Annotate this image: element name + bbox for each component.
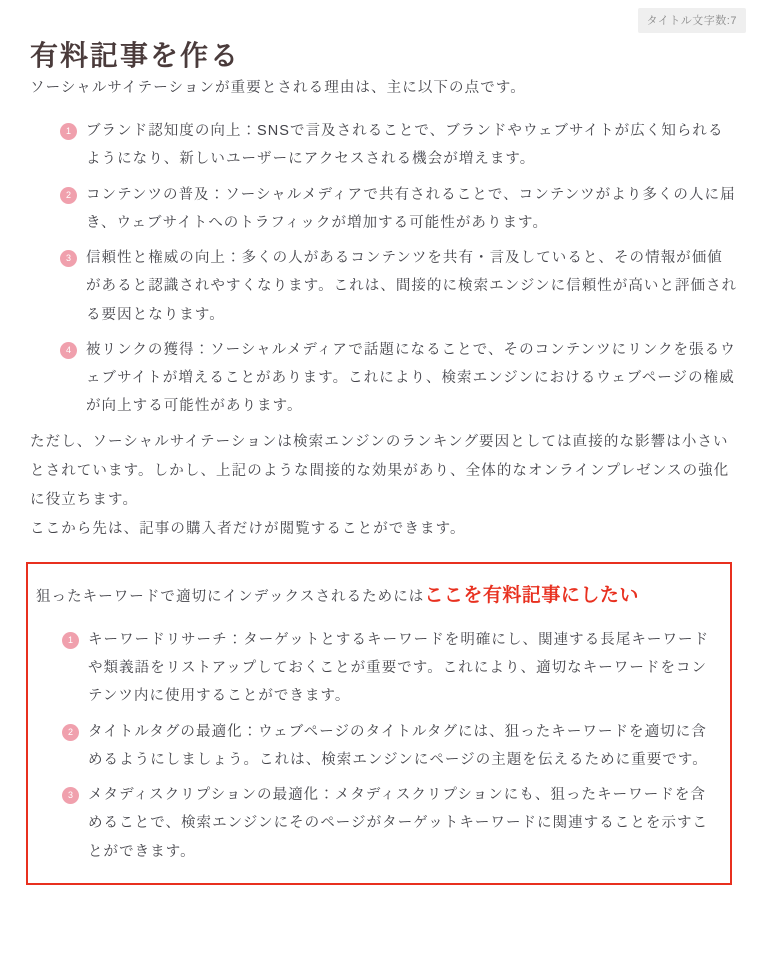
list-marker-3: 3: [60, 250, 77, 267]
list-item: [62, 718, 716, 775]
list-marker-4: 4: [60, 342, 77, 359]
list-item: [60, 336, 738, 421]
list-item-text: コンテンツの普及：ソーシャルメディアで共有されることで、コンテンツがより多くの人に届き、ウェブサイトへのトラフィックが増加する可能性があります。: [86, 186, 736, 231]
reasons-list: [30, 117, 738, 421]
paid-list-marker-2: 2: [62, 724, 79, 741]
title-char-count-row: [638, 8, 746, 33]
paid-list-marker-3: 3: [62, 787, 79, 804]
intro-paragraph: ソーシャルサイテーションが重要とされる理由は、主に以下の点です。: [30, 80, 526, 96]
paid-section-heading: [36, 578, 716, 614]
list-item-text: ブランド認知度の向上：SNSで言及されることで、ブランドやウェブサイトが広く知られるようになり、新しいユーザーにアクセスされる機会が増えます。: [86, 123, 724, 168]
page-title: 有料記事を作る: [30, 40, 241, 71]
list-marker-1: 1: [60, 123, 77, 140]
title-char-count-badge: タイトル文字数:7: [638, 8, 746, 33]
paid-content-highlight-box: [26, 562, 732, 885]
list-item-text: タイトルタグの最適化：ウェブページのタイトルタグには、狙ったキーワードを適切に含めるようにしましょう。これは、検索エンジンにページの主題を伝えるために重要です。: [88, 723, 708, 768]
paid-list-marker-1: 1: [62, 632, 79, 649]
list-item-text: メタディスクリプションの最適化：メタディスクリプションにも、狙ったキーワードを含めることで、検索エンジンにそのページがターゲットキーワードに関連することを示すことができます。: [88, 787, 709, 860]
list-item: [62, 781, 716, 866]
paywall-note-paragraph: ここから先は、記事の購入者だけが閲覧することができます。: [30, 520, 466, 537]
list-item-text: 信頼性と権威の向上：多くの人があるコンテンツを共有・言及していると、その情報が価値があると認識されやすくなります。これは、間接的に検索エンジンに信頼性が高いと評価される要因となります。: [86, 250, 738, 323]
list-item: [60, 181, 738, 238]
paid-heading-emphasis: ここを有料記事にしたい: [424, 584, 639, 606]
list-item-text: 被リンクの獲得：ソーシャルメディアで話題になることで、そのコンテンツにリンクを張るウェブサイトが増えることがあります。これにより、検索エンジンにおけるウェブページの権威が向上する可能性があります。: [86, 341, 736, 415]
list-item: [60, 117, 738, 174]
list-item: [60, 244, 738, 329]
list-marker-2: 2: [60, 187, 77, 204]
list-item-text: キーワードリサーチ：ターゲットとするキーワードを明確にし、関連する長尾キーワードや類義語をリストアップしておくことが重要です。これにより、適切なキーワードをコンテンツ内に使用することができます。: [88, 631, 710, 705]
after-note-paragraph: ただし、ソーシャルサイテーションは検索エンジンのランキング要因としては直接的な影響は小さいとされています。しかし、上記のような間接的な効果があり、全体的なオンラインプレゼンスの強化に役立ちます。: [30, 433, 730, 508]
list-item: [62, 626, 716, 711]
paid-items-list: [36, 626, 716, 866]
paid-heading-lead: 狙ったキーワードで適切にインデックスされるためには: [36, 588, 425, 605]
